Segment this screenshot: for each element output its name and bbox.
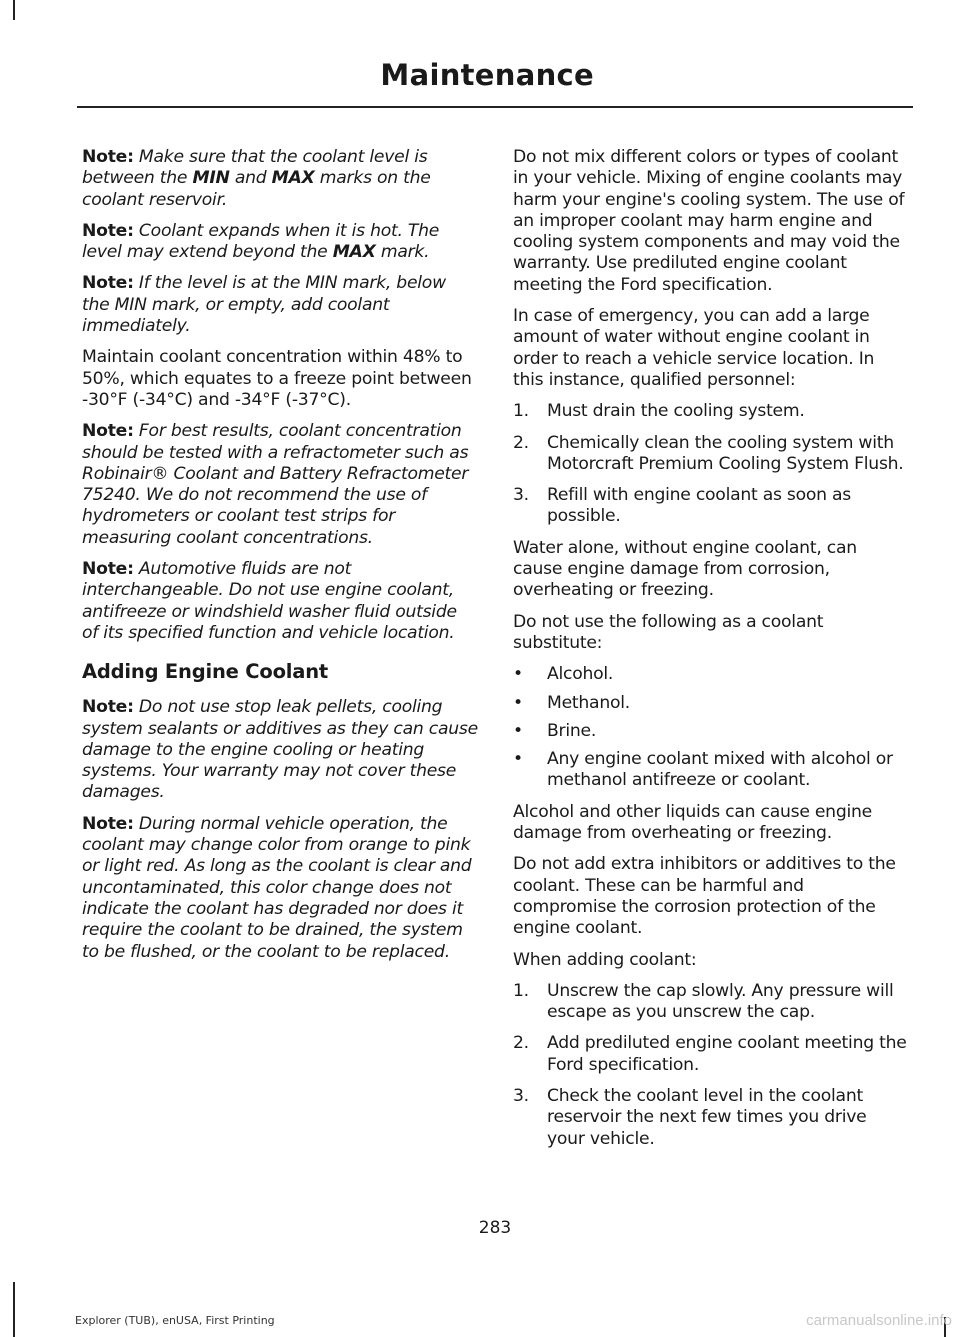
concentration-paragraph: Maintain coolant concentration within 48% to 50%, which equates to a freeze point between -30°F (-34°C) and -34°F (-37°C).	[82, 347, 472, 410]
list-item: • Alcohol.	[513, 664, 614, 685]
note-min-level: Note: If the level is at the MIN mark, below the MIN mark, or empty, add coolant immediately.	[82, 273, 446, 337]
page-number: 283	[478, 1218, 512, 1238]
note-color-change: Note: During normal vehicle operation, the coolant may change color from orange to pink or light red. As long as the coolant is clear and uncontaminated, this color change does not indicate the coolant has degraded nor does it require the coolant to be drained, the system to be flushed, or the coolant to be replaced.	[82, 813, 472, 962]
watermark: carmanualsonline.info	[806, 1312, 952, 1329]
list-item: 3. Check the coolant level in the coolant reservoir the next few times you drive your vehicle.	[513, 1085, 867, 1149]
left-column	[82, 147, 478, 973]
note-refractometer: Note: For best results, coolant concentration should be tested with a refractometer such as Robinair® Coolant and Battery Refractometer 75240. We do not recommend the use of hydrometers or coolant test strips for measuring coolant concentrations.	[82, 421, 469, 548]
liquids-paragraph: Alcohol and other liquids can cause engine damage from overheating or freezing.	[513, 801, 872, 844]
mixing-paragraph: Do not mix different colors or types of coolant in your vehicle. Mixing of engine coolants may harm your engine's cooling system. The use of an improper coolant may harm engine and cooling system components and may void the warranty. Use prediluted engine coolant meeting the Ford specification.	[513, 147, 905, 295]
list-item: • Methanol.	[513, 692, 630, 713]
edition-footer: Explorer (TUB), enUSA, First Printing	[75, 1314, 275, 1327]
substitute-paragraph: Do not use the following as a coolant substitute:	[513, 611, 824, 653]
note-coolant-level: Note: Make sure that the coolant level is between the MIN and MAX marks on the coolant reservoir.	[82, 147, 431, 210]
water-alone-paragraph: Water alone, without engine coolant, can cause engine damage from corrosion, overheating or freezing.	[513, 537, 857, 601]
inhibitors-paragraph: Do not add extra inhibitors or additives to the coolant. These can be harmful and compromise the corrosion protection of the engine coolant.	[513, 854, 896, 939]
list-item: • Any engine coolant mixed with alcohol or methanol antifreeze or coolant.	[513, 749, 893, 791]
header-divider	[77, 106, 913, 108]
page-title: Maintenance	[380, 58, 594, 92]
list-item: 1. Unscrew the cap slowly. Any pressure will escape as you unscrew the cap.	[513, 980, 894, 1023]
note-fluids: Note: Automotive fluids are not interchangeable. Do not use engine coolant, antifreeze or windshield washer fluid outside of its specified function and vehicle location.	[82, 559, 457, 643]
section-heading-adding-coolant: Adding Engine Coolant	[82, 660, 329, 684]
list-item: • Brine.	[513, 720, 597, 741]
when-adding-paragraph: When adding coolant:	[513, 949, 697, 970]
crop-mark-bottom-left	[13, 1282, 15, 1337]
right-column	[513, 147, 909, 1160]
list-item: 3. Refill with engine coolant as soon as possible.	[513, 485, 852, 527]
list-item: 1. Must drain the cooling system.	[513, 401, 805, 422]
list-item: 2. Add prediluted engine coolant meeting the Ford specification.	[513, 1033, 907, 1075]
emergency-paragraph: In case of emergency, you can add a large amount of water without engine coolant in order to reach a vehicle service location. In this instance, qualified personnel:	[513, 306, 875, 390]
list-item: 2. Chemically clean the cooling system with Motorcraft Premium Cooling System Flush.	[513, 432, 904, 474]
note-coolant-expands: Note: Coolant expands when it is hot. The level may extend beyond the MAX mark.	[82, 220, 440, 263]
note-stop-leak: Note: Do not use stop leak pellets, cooling system sealants or additives as they can cause damage to the engine cooling or heating systems. Your warranty may not cover these damages.	[82, 697, 478, 803]
crop-mark-top-left	[13, 0, 15, 20]
